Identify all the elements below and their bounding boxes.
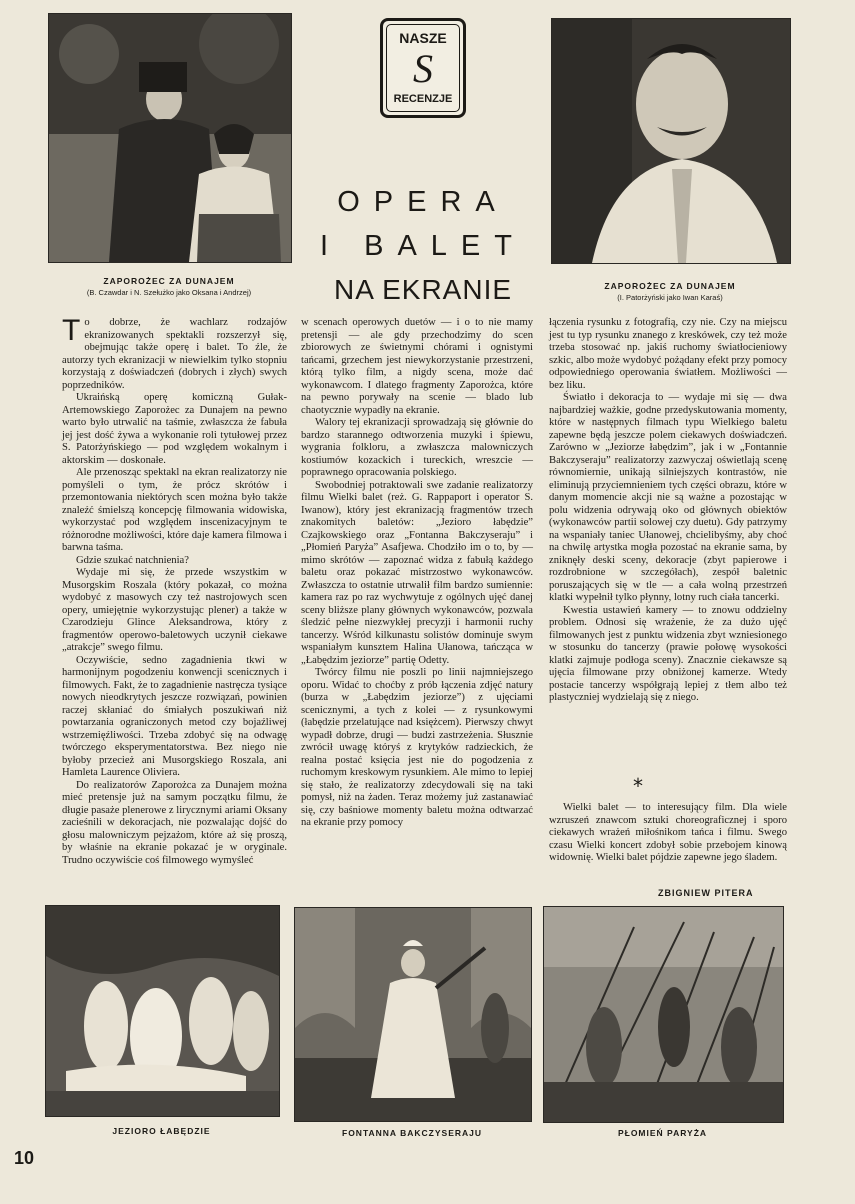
paragraph-3: Swobodniej potraktowali swe zadanie realizatorzy filmu Wielki balet (reż. G. Rappaport i operator S. Iwanow), który jest ekranizacją fragmentów trzech znakomitych baletów: „Jezioro łabędzie” Czajkowskiego oraz „Fontanna Bakczyseraju” i „Płomień Paryża” Asafjewa. Chodziło im o to, by — mimo skrótów — zapoznać widza z fabułą każdego baletu oraz pokazać mistrzostwo wykonawców. Zwłaszcza to ostatnie utrwalił film bardzo sumiennie: kamera raz po raz wychwytuje z ogólnych ujęć danej sceny bliższe plany głównych wykonawców, pozwala śledzić pełne niezwykłej precyzji i harmonii ruchy tancerzy. Wśród kilkunastu solistów dominuje swym wspaniałym kunsztem Halina Ułanowa, tańcząca w „Łabędzim jeziorze” partię Odetty. — [301, 479, 533, 666]
paragraph-1 — [62, 314, 287, 392]
photo-swan-lake-illustration — [46, 906, 279, 1116]
drop-cap: T — [62, 314, 81, 347]
caption-title: JEZIORO ŁABĘDZIE — [112, 1126, 211, 1136]
photo-jezioro-labedzie — [45, 905, 280, 1117]
paragraph-4: Wielki balet — to interesujący film. Dla wiele wzruszeń znawcom sztuki choreograficznej i sporo ciekawych wrażeń miłośnikom tańca i filmu. Swego czasu Wielki koncert zdobył sobie przebojem kinową widownię. Wielki balet pójdzie zapewne jego śladem. — [549, 802, 787, 863]
logo-line3: RECENZJE — [393, 93, 453, 105]
article-column-1 — [62, 314, 287, 867]
photo-karas-illustration — [552, 19, 790, 263]
article-title — [318, 180, 528, 312]
caption-title: ZAPOROŻEC ZA DUNAJEM — [103, 276, 235, 286]
author-name: ZBIGNIEW PITERA — [658, 888, 754, 898]
paragraph-3: Kwestia ustawień kamery — to znowu oddzielny problem. Odnosi się wrażenie, że za dużo ujęć filmowanych jest z punktu widzenia zbyt wzniesionego w stosunku do tancerzy (prawie połowę wysokości klatki zajmuje podłoga sceny). Znacznie ciekawsze są ujęcia filmowane przy obniżonej kamerze. Wtedy postacie tancerzy współgrają lepiej z tłem albo też plastyczniej wydzielają się z niego. — [549, 604, 787, 703]
section-divider-star: * — [633, 774, 643, 798]
nasze-recenzje-logo — [380, 18, 466, 118]
caption-top-right — [551, 281, 789, 303]
paragraph-2: Światło i dekoracja to — wydaje mi się — dwa najbardziej ważkie, godne przedyskutowania momenty, które w następnych filmach typu Wielkiego baletu zapewne będą jeszcze polem ciekawych doświadczeń. Zarówno w „Jeziorze łabędzim”, jak i w „Fontannie Bakczyseraju” realizatorzy zazwyczaj oświetlają scenę równomiernie, unikają silniejszych kontrastów, nie eliminują przyciemnieniem tych części obrazu, które w danym momencie akcji nie są ważne a pozostając w polu widzenia odrywają oko od głównych obiektów (wykonawców partii solowej czy duetu). Gdy patrzymy na wspaniały taniec Ułanowej, chcielibyśmy, aby choć na chwilę artystka mogła pozostać na ekranie sama, by zniknęły deski sceny, dekoracje (zbyt papierowe i rozdrobnione w szczegółach), zespół baletnic poruszających się w tle — a cała wolną przestrzeń klatki wypełnił tylko płynny, lotny ruch ciała tancerki. — [549, 392, 787, 603]
caption-bottom-right — [543, 1128, 782, 1139]
caption-subtitle: (B. Czawdar i N. Szełużko jako Oksana i Andrzej) — [86, 288, 252, 297]
photo-zaporozec-karas — [551, 18, 791, 264]
paragraph-6: Oczywiście, sedno zagadnienia tkwi w harmonijnym pogodzeniu konwencji scenicznych i filmowych. Fakt, że to zagadnienie nastręcza tysiące nowych nieodkrytych jeszcze rozwiązań, powinien raczej skłaniać do śmiałych poszukiwań niż powtarzania ograniczonych metod czy bojaźliwej wstrzemięźliwości. Trzeba zdobyć się na odwagę twórczego eksperymentatorstwa. Bez niego nie byłoby przecież ani Musorgskiego Roszala, ani Hamleta Laurence Oliviera. — [62, 654, 287, 778]
caption-bottom-center — [294, 1128, 530, 1139]
article-column-2 — [301, 317, 533, 830]
paragraph-4: Gdzie szukać natchnienia? — [76, 554, 189, 566]
caption-title: FONTANNA BAKCZYSERAJU — [342, 1128, 482, 1138]
photo-fontanna-bakczyseraju — [294, 907, 532, 1122]
title-line2: I BALET — [320, 230, 526, 262]
caption-top-left — [48, 276, 290, 298]
caption-subtitle: (I. Patorżyński jako Iwan Karaś) — [617, 293, 723, 302]
page-number: 10 — [14, 1148, 35, 1168]
paragraph-7: Do realizatorów Zaporożca za Dunajem można mieć pretensje już na samym początku filmu, że długie pasaże plenerowe z lirycznymi ariami Oksany zacieśnili w dekoracjach, nie pozwalając dojść do głosu malowniczym pejzażom, które aż się proszą, by właśnie na ekranie pokazać je w oryginale. Trudno oczywiście coś filmowego wymyśleć — [62, 779, 287, 866]
title-line1: OPERA — [337, 186, 509, 218]
caption-title: PŁOMIEŃ PARYŻA — [617, 1128, 708, 1138]
title-line3: NA EKRANIE — [333, 274, 513, 305]
article-column-3-conclusion — [549, 802, 787, 865]
photo-plomien-paryza — [543, 906, 784, 1123]
paragraph-1: w scenach operowych duetów — i o to nie mamy pretensji — ale gdy przechodzimy do scen zbiorowych ze świetnymi chórami i ognistymi tańcami, grzechem jest niewykorzystanie przestrzeni, którą tylko film, a nigdy scena, może dać wykonawcom. I dlatego fragmenty Zaporożca, które na pewno porywały na scenie — blado lub chaotycznie wypadły na ekranie. — [301, 317, 533, 416]
paragraph-1: łączenia rysunku z fotografią, czy nie. Czy na miejscu jest tu typ rysunku znanego z kreskówek, czy też może trzeba stosować np. jakiś ruchomy światłocieniowy szkic, albo może wydobyć pożądany efekt przy pomocy odpowiedniego operowania światłem. Możliwości — bez liku. — [549, 317, 787, 391]
paragraph-2: Walory tej ekranizacji sprowadzają się głównie do bardzo starannego odtworzenia muzyki i śpiewu, wygrania folkloru, a zwłaszcza malowniczych kostiumów kozackich i tureckich, wreszcie — poprawnego opracowania polskiego. — [301, 417, 533, 478]
photo-flame-of-paris-illustration — [544, 907, 783, 1122]
photo-zaporozec-couple — [48, 13, 292, 263]
paragraph-1-text: o dobrze, że wachlarz rodzajów ekranizowanych spektakli rozszerzył się, obejmując także operę i balet. To źle, że autorzy tych ekranizacji w niewielkim tylko stopniu korzystają z doświadczeń (dobrych i złych) swych poprzedników. — [62, 317, 287, 391]
paragraph-4: Twórcy filmu nie poszli po linii najmniejszego oporu. Widać to choćby z prób łączenia zdjęć natury (burza w „Łabędzim jeziorze”) z ujęciami scenicznymi, a tych z kolei — z rysunkowymi (łabędzie przelatujące nad księżcem). Pierwszy chwyt wypadł dobrze, drugi — budzi zastrzeżenia. Słusznie zwrócił uwagę któryś z krytyków radzieckich, że realna postać księcia jest nie do pogodzenia z ruchomym kreskowym rysunkiem. Ale mimo to lepiej się stało, że realizatorzy zdecydowali się na taki pomysł, niż na żaden. Teraz możemy już zastanawiać się, czy baśniowe momenty baletu można odtwarzać na ekranie przy pomocy — [301, 667, 533, 828]
logo-line2: S — [413, 46, 433, 91]
caption-bottom-left — [45, 1126, 278, 1137]
caption-title: ZAPOROŻEC ZA DUNAJEM — [604, 281, 736, 291]
photo-fountain-illustration — [295, 908, 531, 1121]
logo-line1: NASZE — [399, 30, 447, 46]
article-column-3 — [549, 317, 787, 705]
paragraph-5: Wydaje mi się, że przede wszystkim w Musorgskim Roszala (który pokazał, co można wydobyć z masowych czy też nastrojowych scen opery, umiejętnie wykorzystując plener) a także w Czarodzieju Glince Aleksandrowa, który z fragmentów operowo-baletowych uczynił ciekawe „atrakcje” swego filmu. — [62, 567, 287, 653]
paragraph-3: Ale przenosząc spektakl na ekran realizatorzy nie pomyśleli o tym, że prócz skrótów i przemontowania niektórych scen można było także znaleźć śmielszą koncepcję filmowania widowiska, wykorzystać pod względem inscenizacyjnym te różnorodne możliwości, które daje kamera filmowa i barwna taśma. — [62, 467, 287, 553]
paragraph-2: Ukraińską operę komiczną Gułak-Artemowskiego Zaporożec za Dunajem na pewno warto było utrwalić na taśmie, zwłaszcza że fabuła jej jest dość żywa a wykonanie roli tytułowej przez S. Patorżyńskiego — pod względem wokalnym i aktorskim — doskonałe. — [62, 392, 287, 466]
photo-couple-illustration — [49, 14, 291, 262]
